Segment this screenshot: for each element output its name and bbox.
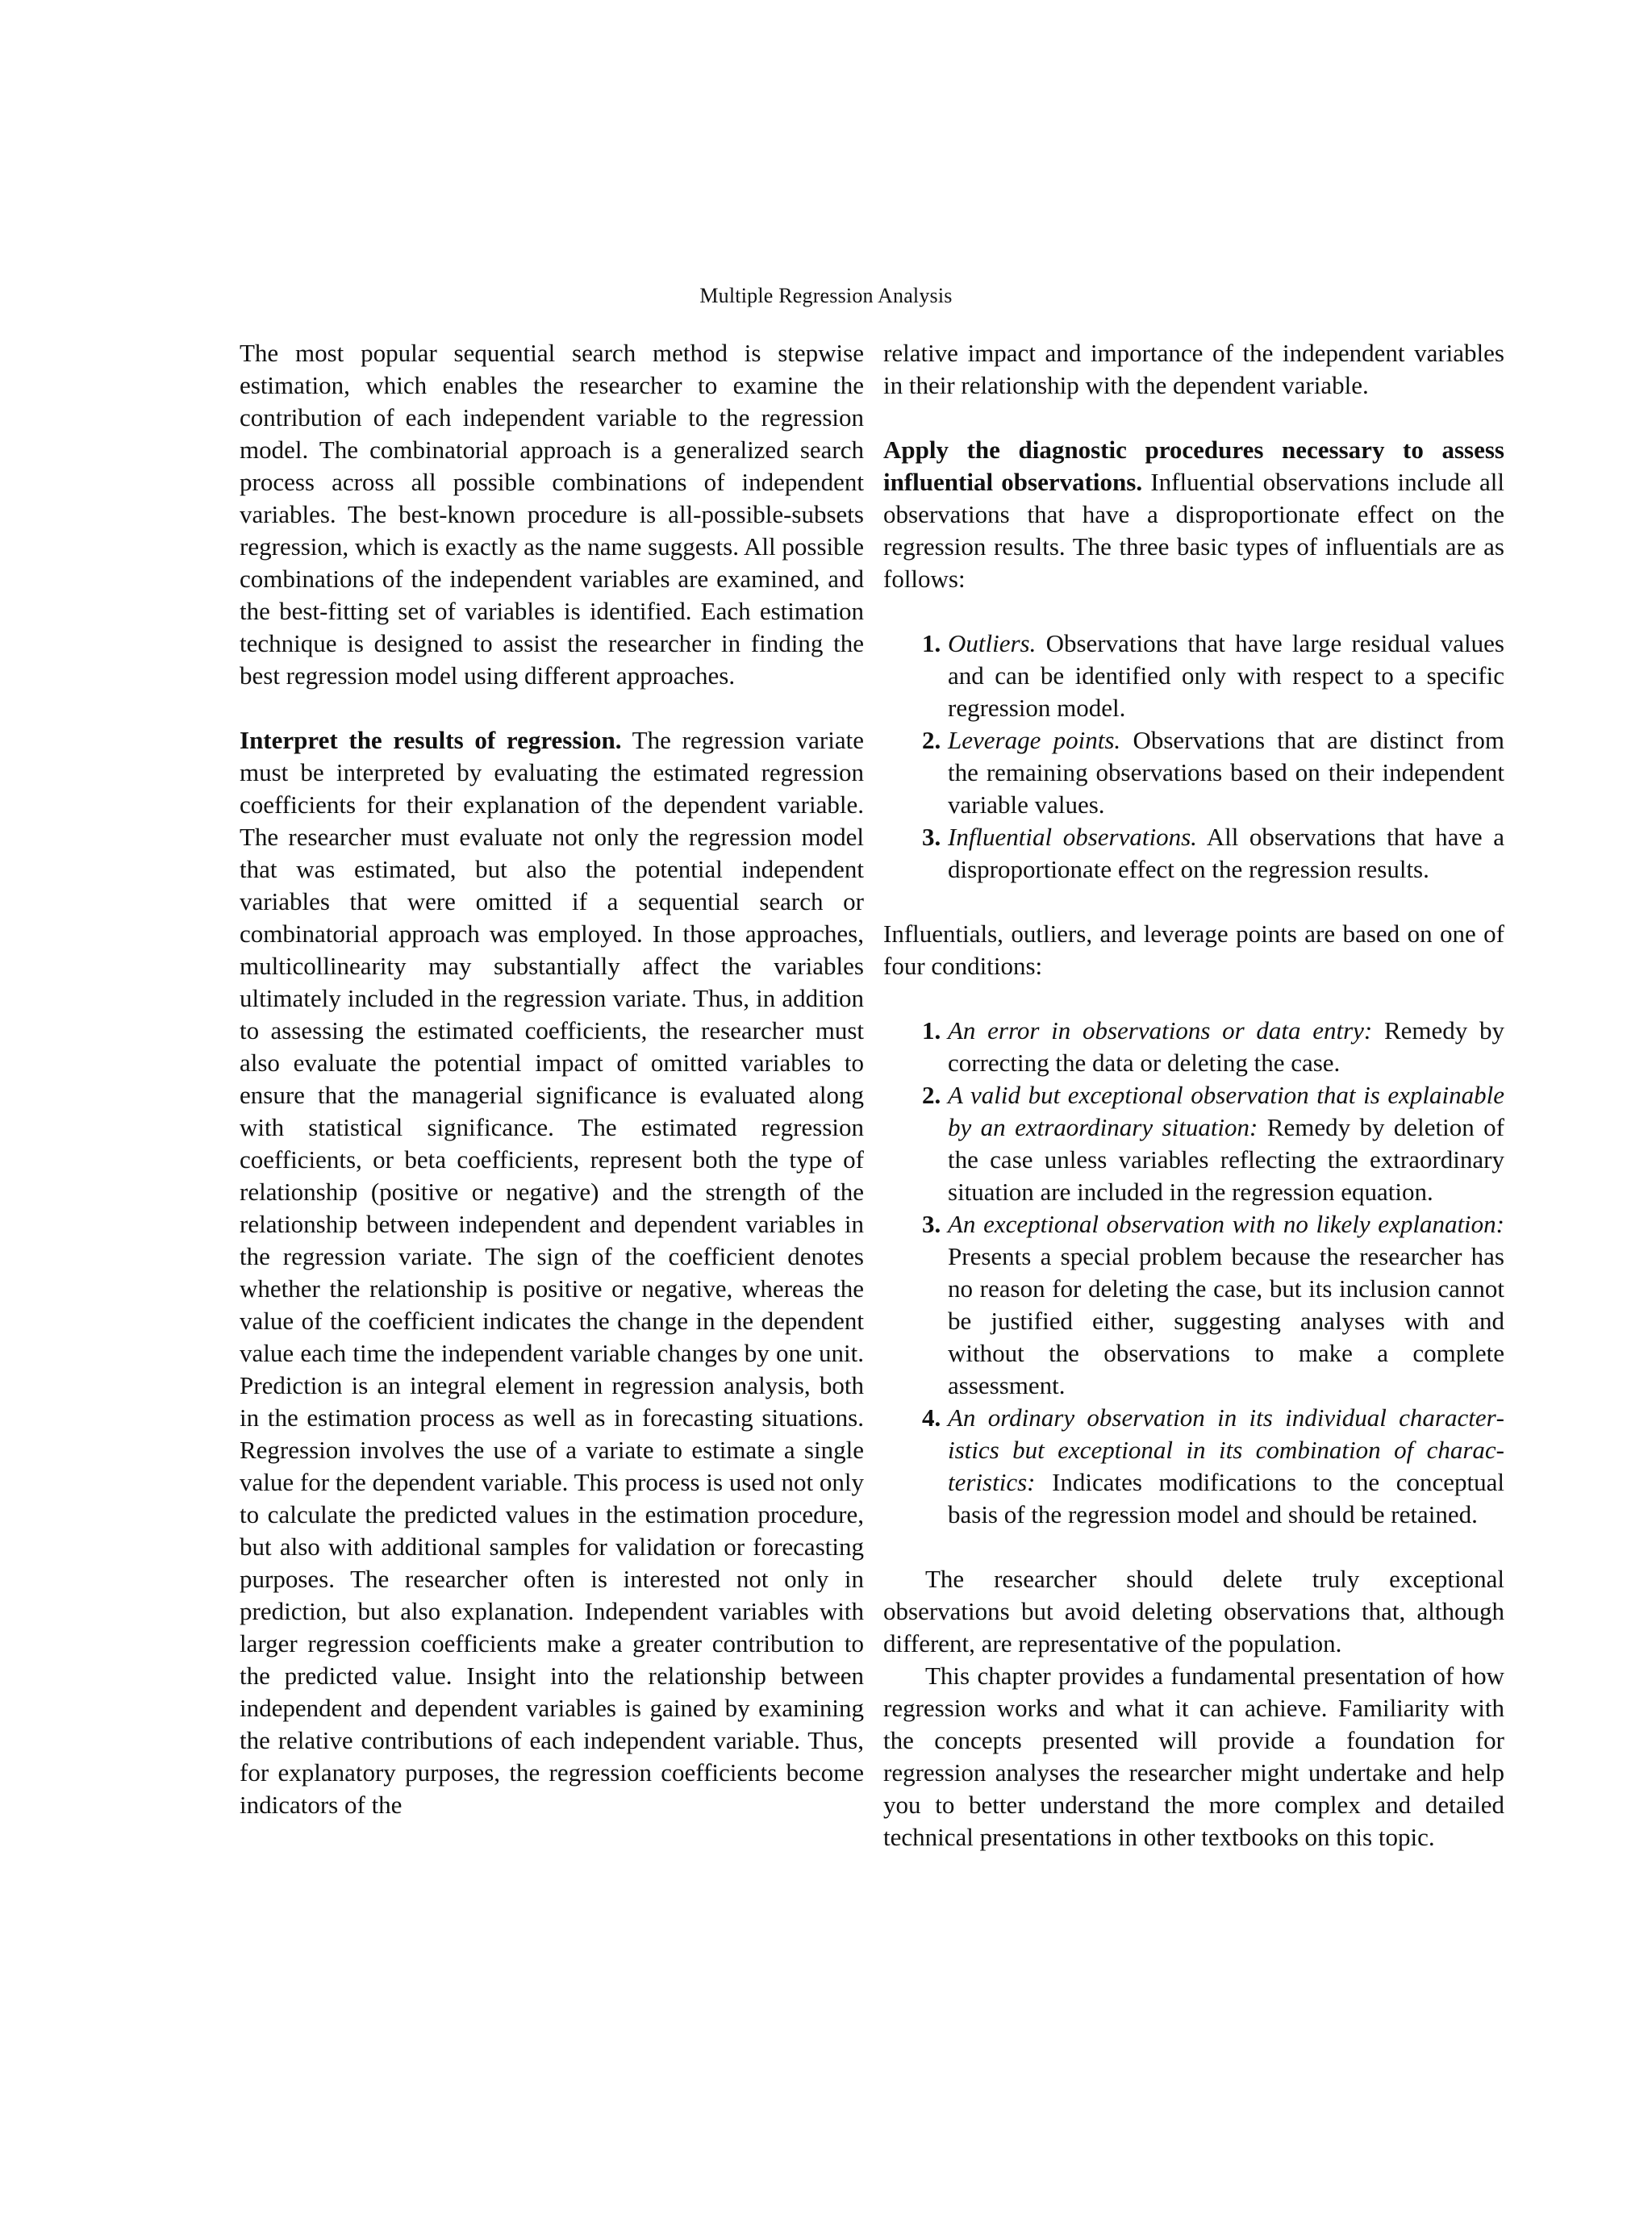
list-item xyxy=(883,1079,1504,1208)
list-text: Remedy by deletion of the case unless variables reflecting the extraordinary situation are included in the regression equation. xyxy=(948,1113,1504,1206)
list-number: 3. xyxy=(922,1210,941,1238)
list-term: A valid but exceptional observation that is explainable by an extraordinary situation: xyxy=(948,1081,1504,1141)
list-number: 1. xyxy=(922,1016,941,1045)
list-item xyxy=(883,628,1504,724)
list-term: Outliers. xyxy=(948,629,1037,657)
list-text: Indicates modifications to the conceptual basis of the regression model and should be retained. xyxy=(948,1468,1504,1528)
list-item xyxy=(883,1208,1504,1402)
list-term: An exceptional observation with no likely explanation: xyxy=(948,1210,1504,1238)
list-number: 2. xyxy=(922,1081,941,1109)
list-number: 1. xyxy=(922,629,941,657)
paragraph-relative-impact: relative impact and importance of the independent variables in their relationship with the dependent variable. xyxy=(883,339,1504,399)
list-text: Observations that have large residual values and can be identified only with respect to a specific regression model. xyxy=(948,629,1504,722)
list-term: An ordinary observation in its individual characteristics but exceptional in its combination of characteristics: xyxy=(948,1403,1504,1496)
paragraph-four-conditions: Influentials, outliers, and leverage points are based on one of four conditions: xyxy=(883,919,1504,980)
list-text: Observations that are distinct from the remaining observations based on their independent variable values. xyxy=(948,726,1504,819)
list-term: An error in observations or data entry: xyxy=(948,1016,1373,1045)
conditions-list xyxy=(883,1015,1504,1531)
right-column xyxy=(883,337,1504,1853)
list-item xyxy=(883,724,1504,821)
list-term: Influential observations. xyxy=(948,823,1197,851)
left-column xyxy=(240,337,864,1821)
list-text: Presents a special problem because the researcher has no reason for deleting the case, but its inclusion cannot be justified either, suggesting analyses with and without the observations to make a complete assessment. xyxy=(948,1242,1504,1399)
paragraph-chapter-summary: This chapter provides a fundamental presentation of how regression works and what it can achieve. Familiarity with the concepts presented will provide a foundation for regression analyses the researcher might undertake and help you to better understand the more complex and detailed technical presentations in other textbooks on this topic. xyxy=(883,1662,1504,1851)
list-text: Remedy by correcting the data or deleting the case. xyxy=(948,1016,1504,1077)
list-item xyxy=(883,821,1504,886)
list-number: 2. xyxy=(922,726,941,754)
paragraph-delete-exceptional: The researcher should delete truly exceptional observations but avoid deleting observations that, although different, are representative of the population. xyxy=(883,1565,1504,1657)
paragraph-interpret-text: The regression variate must be interpreted by evaluating the estimated regression coefficients for their explanation of the dependent variable. The researcher must evaluate not only the regression model that was estimated, but also the potential independent variables that were omitted if a sequential search or combinatorial approach was employed. In those approaches, multicollinearity may substantially affect the variables ultimately included in the regression variate. Thus, in addition to assessing the estimated coefficients, the researcher must also evaluate the potential impact of omitted variables to ensure that the managerial significance is evaluated along with statistical significance. The estimated regression coefficients, or beta coefficients, represent both the type of relationship (positive or negative) and the strength of the relationship between independent and dependent variables in the regression variate. The sign of the coefficient denotes whether the relationship is positive or negative, whereas the value of the coefficient indicates the change in the dependent value each time the independent variable changes by one unit. Prediction is an integral element in regression analysis, both in the estimation process as well as in forecasting situations. Regression involves the use of a variate to estimate a single value for the dependent variable. This process is used not only to calculate the predicted values in the estimation procedure, but also with additional samples for validation or forecasting purposes. The researcher often is interested not only in prediction, but also explanation. Independent variables with larger regression coefficients make a greater contribution to the predicted value. Insight into the relationship between independent and dependent variables is gained by examining the relative contributions of each independent variable. Thus, for explanatory purposes, the regression coefficients become indicators of the xyxy=(240,726,864,1819)
section-lead-diagnostic: Apply the diagnostic procedures necessary to assess influential observations. xyxy=(883,436,1504,496)
list-item xyxy=(883,1402,1504,1531)
paragraph-sequential-search: The most popular sequential search method is stepwise estimation, which enables the researcher to examine the contribution of each independent variable to the regression model. The combinatorial approach is a generalized search process across all possible combinations of independent variables. The best-known procedure is all-possible-subsets regression, which is exactly as the name suggests. All possible combinations of the independent variables are examined, and the best-fitting set of variables is identified. Each estimation technique is designed to assist the researcher in finding the best regression model using different approaches. xyxy=(240,339,865,690)
list-term: Leverage points. xyxy=(948,726,1121,754)
list-number: 4. xyxy=(922,1403,941,1432)
list-text: All observations that have a disproportionate effect on the regression results. xyxy=(948,823,1504,883)
section-lead-interpret: Interpret the results of regression. xyxy=(240,726,622,754)
list-number: 3. xyxy=(922,823,941,851)
paragraph-diagnostic xyxy=(883,434,1504,595)
influential-types-list xyxy=(883,628,1504,886)
list-item xyxy=(883,1015,1504,1079)
running-head: Multiple Regression Analysis xyxy=(699,284,953,307)
paragraph-interpret-results xyxy=(240,724,864,1821)
paragraph-diagnostic-text: Influential observations include all observations that have a disproportionate effect on the regression results. The three basic types of influentials are as follows: xyxy=(883,468,1504,593)
